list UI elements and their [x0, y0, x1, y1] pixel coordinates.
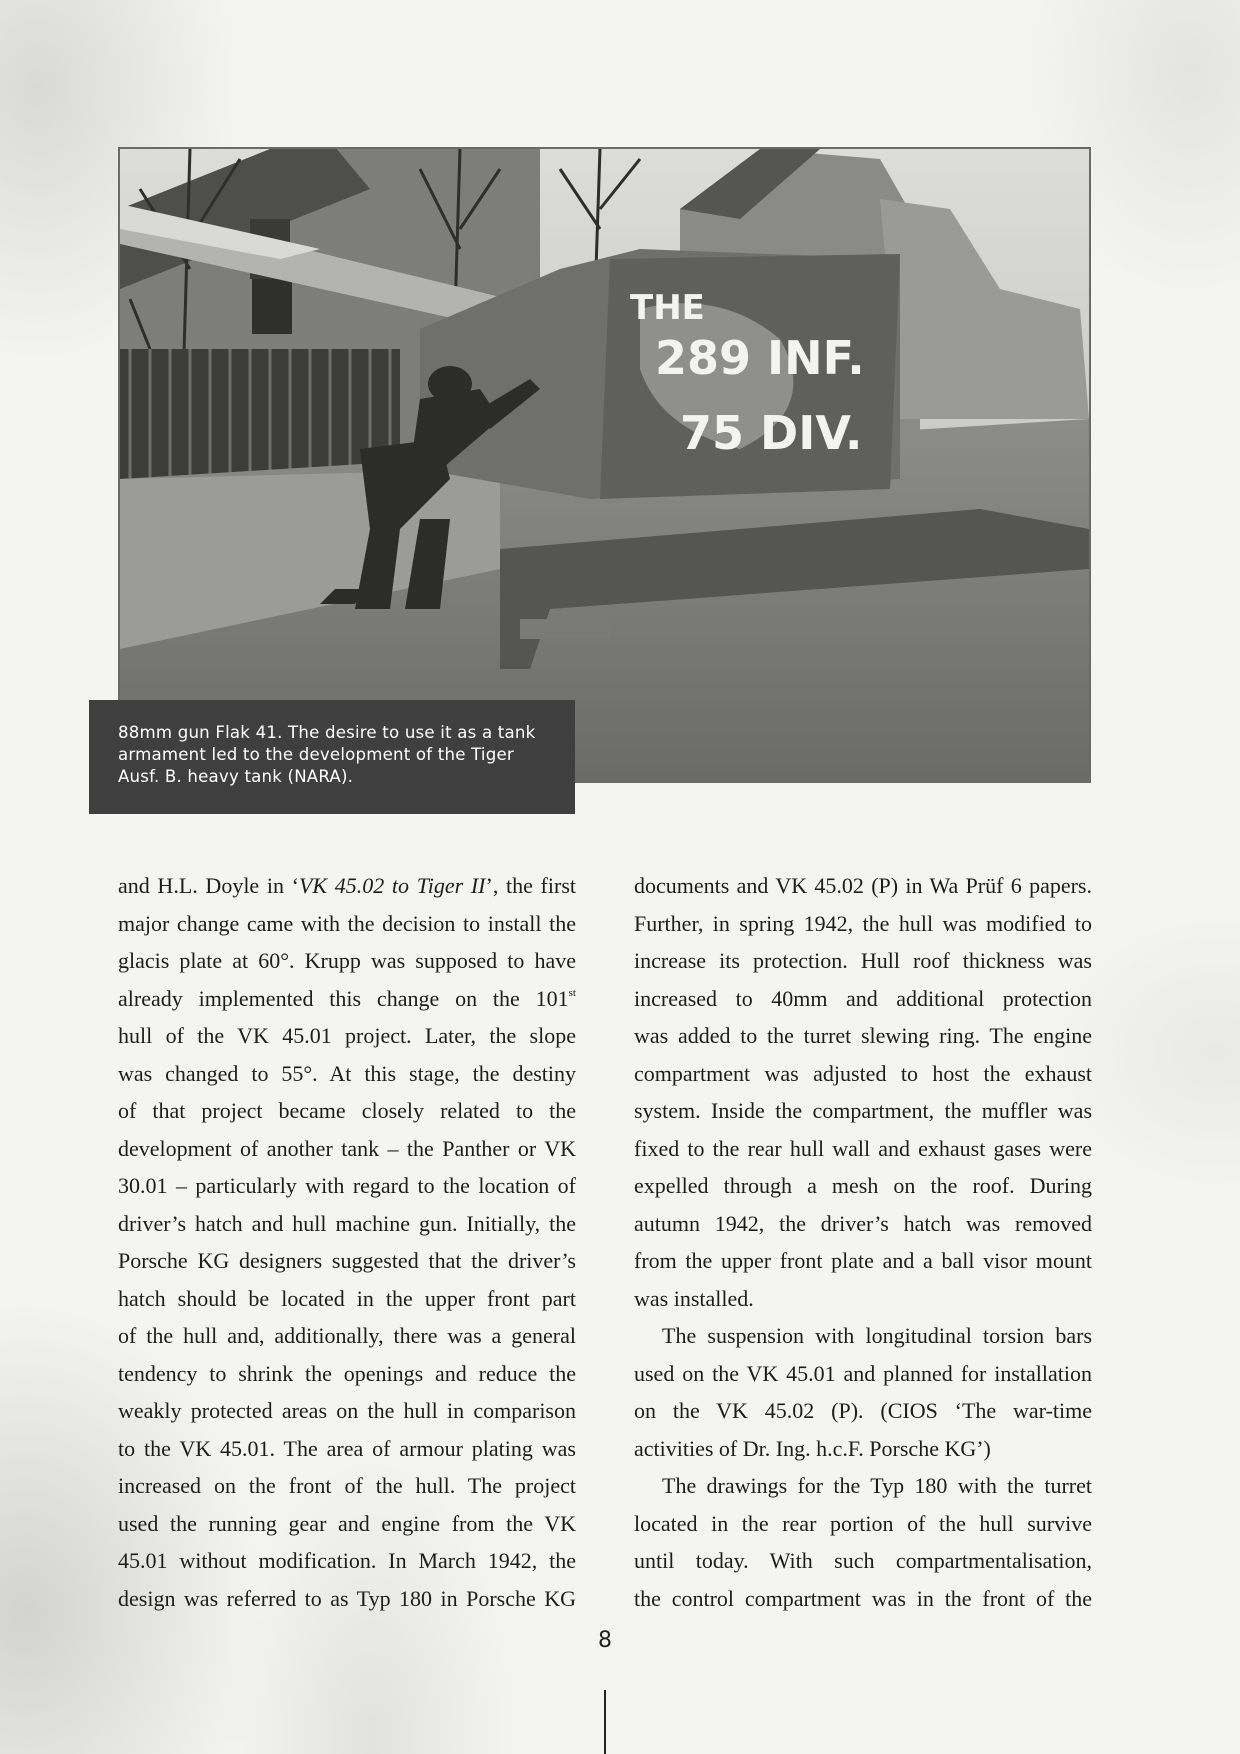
text-line [118, 1280, 576, 1318]
text-line-content: located in the rear portion of the hull survive [634, 1510, 1092, 1536]
text-line [118, 1355, 576, 1393]
text-line-content: compartment was adjusted to host the exhaust [634, 1060, 1092, 1086]
italic-title: VK 45.02 to Tiger II [298, 873, 486, 898]
painted-text-the: THE [630, 288, 705, 328]
text-line [634, 1280, 1092, 1318]
text-line-content: on the VK 45.02 (P). (CIOS ‘The war-time [634, 1398, 1092, 1423]
text-line-content: of the hull and, additionally, there was a general [118, 1323, 576, 1348]
text-line-content: 45.01 without modification. In March 1942, the [118, 1548, 576, 1573]
text-line [634, 1017, 1092, 1055]
text-line [118, 1167, 576, 1205]
text-line [118, 1017, 576, 1055]
text-line-content: Further, in spring 1942, the hull was modified to [634, 910, 1092, 936]
page-number: 8 [598, 1628, 612, 1653]
body-text-left-column [118, 867, 576, 1617]
text-line-content: was changed to 55°. At this stage, the destiny [118, 1060, 576, 1086]
text-line [634, 1580, 1092, 1618]
text-line [118, 905, 576, 943]
text-line-content: development of another tank – the Panther or VK [118, 1135, 576, 1161]
text-line [118, 1467, 576, 1505]
text-line-content: increased to 40mm and additional protection [634, 985, 1092, 1011]
text-line [634, 1317, 1092, 1355]
text-line [634, 867, 1092, 905]
text-line: and H.L. Doyle in ‘VK 45.02 to Tiger II’, the first [118, 873, 576, 898]
text-line-content: activities of Dr. Ing. h.c.F. Porsche KG’) [634, 1435, 991, 1461]
text-line [634, 1467, 1092, 1505]
text-line-content: increased on the front of the hull. The project [118, 1473, 576, 1498]
page-rule [604, 1690, 606, 1754]
text-line [634, 1242, 1092, 1280]
text-line-content: was installed. [634, 1285, 754, 1311]
text-line-content: system. Inside the compartment, the muffler was [634, 1098, 1092, 1123]
text-line [634, 1392, 1092, 1430]
text-line-content: documents and VK 45.02 (P) in Wa Prüf 6 papers. [634, 873, 1092, 898]
text-line [634, 905, 1092, 943]
text-line-content: already implemented this change on the 101 [118, 985, 569, 1011]
text-line [118, 1430, 576, 1468]
text-line [634, 1430, 1092, 1468]
text-line-content: The suspension with longitudinal torsion bars [662, 1323, 1092, 1348]
text-line [118, 980, 576, 1018]
text-line-content: Porsche KG designers suggested that the driver’s [118, 1248, 576, 1273]
caption-line: Ausf. B. heavy tank (NARA). [118, 767, 354, 786]
text-line-content: from the upper front plate and a ball visor mount [634, 1248, 1092, 1273]
text-line [634, 1130, 1092, 1168]
text-line [634, 1055, 1092, 1093]
text-line-content: was added to the turret slewing ring. The engine [634, 1023, 1092, 1048]
outrigger-pad [520, 619, 610, 639]
superscript: st [568, 986, 576, 999]
text-line [118, 1505, 576, 1543]
text-line [118, 942, 576, 980]
text-line-content: of that project became closely related to the [118, 1098, 576, 1123]
painted-text-inf: 289 INF. [655, 331, 865, 385]
text-line [634, 1542, 1092, 1580]
window-2 [252, 279, 292, 334]
text-line-content: 30.01 – particularly with regard to the location of [118, 1173, 576, 1198]
photo-caption [89, 700, 575, 814]
text-line-content: used on the VK 45.01 and planned for installation [634, 1360, 1092, 1386]
text-line [634, 1355, 1092, 1393]
text-line [118, 1092, 576, 1130]
text-line [634, 1505, 1092, 1543]
text-line [634, 942, 1092, 980]
text-line-content: to the VK 45.01. The area of armour plating was [118, 1435, 576, 1461]
text-line-content: fixed to the rear hull wall and exhaust gases were [634, 1135, 1092, 1161]
text-line-content: tendency to shrink the openings and reduce the [118, 1360, 576, 1386]
photo-scene [120, 149, 1089, 781]
text-line-content: design was referred to as Typ 180 in Porsche KG [118, 1585, 576, 1611]
text-line [118, 1055, 576, 1093]
text-line [634, 1205, 1092, 1243]
text-line-content: autumn 1942, the driver’s hatch was removed [634, 1210, 1092, 1236]
text-line [118, 1205, 576, 1243]
text-line [634, 1167, 1092, 1205]
text-line-content: the control compartment was in the front of the [634, 1585, 1092, 1611]
photograph-flak41 [118, 147, 1091, 783]
text-line [118, 1542, 576, 1580]
text-line-content: driver’s hatch and hull machine gun. Initially, the [118, 1210, 576, 1236]
body-text-right-column [634, 867, 1092, 1617]
text-line-content: used the running gear and engine from the VK [118, 1510, 576, 1536]
text-line [118, 1130, 576, 1168]
text-line-content: expelled through a mesh on the roof. During [634, 1173, 1092, 1198]
text-line [118, 1392, 576, 1430]
text-line-content: until today. With such compartmentalisation, [634, 1548, 1092, 1573]
painted-text-div: 75 DIV. [680, 406, 863, 460]
fence [120, 349, 400, 479]
text-line-content: increase its protection. Hull roof thickness was [634, 948, 1092, 973]
text-line [634, 980, 1092, 1018]
caption-line: armament led to the development of the Tiger [118, 745, 514, 764]
text-line [118, 1317, 576, 1355]
text-line [118, 1580, 576, 1618]
text-line-content: glacis plate at 60°. Krupp was supposed to have [118, 948, 576, 973]
text-line-content: The drawings for the Typ 180 with the turret [662, 1473, 1092, 1498]
caption-line: 88mm gun Flak 41. The desire to use it as a tank [118, 723, 536, 742]
text-line-content: weakly protected areas on the hull in comparison [118, 1398, 576, 1423]
text-line-content: major change came with the decision to install the [118, 910, 576, 936]
text-line-content: hatch should be located in the upper front part [118, 1285, 576, 1311]
text-line-content: hull of the VK 45.01 project. Later, the slope [118, 1023, 576, 1048]
text-line [634, 1092, 1092, 1130]
text-line [118, 1242, 576, 1280]
